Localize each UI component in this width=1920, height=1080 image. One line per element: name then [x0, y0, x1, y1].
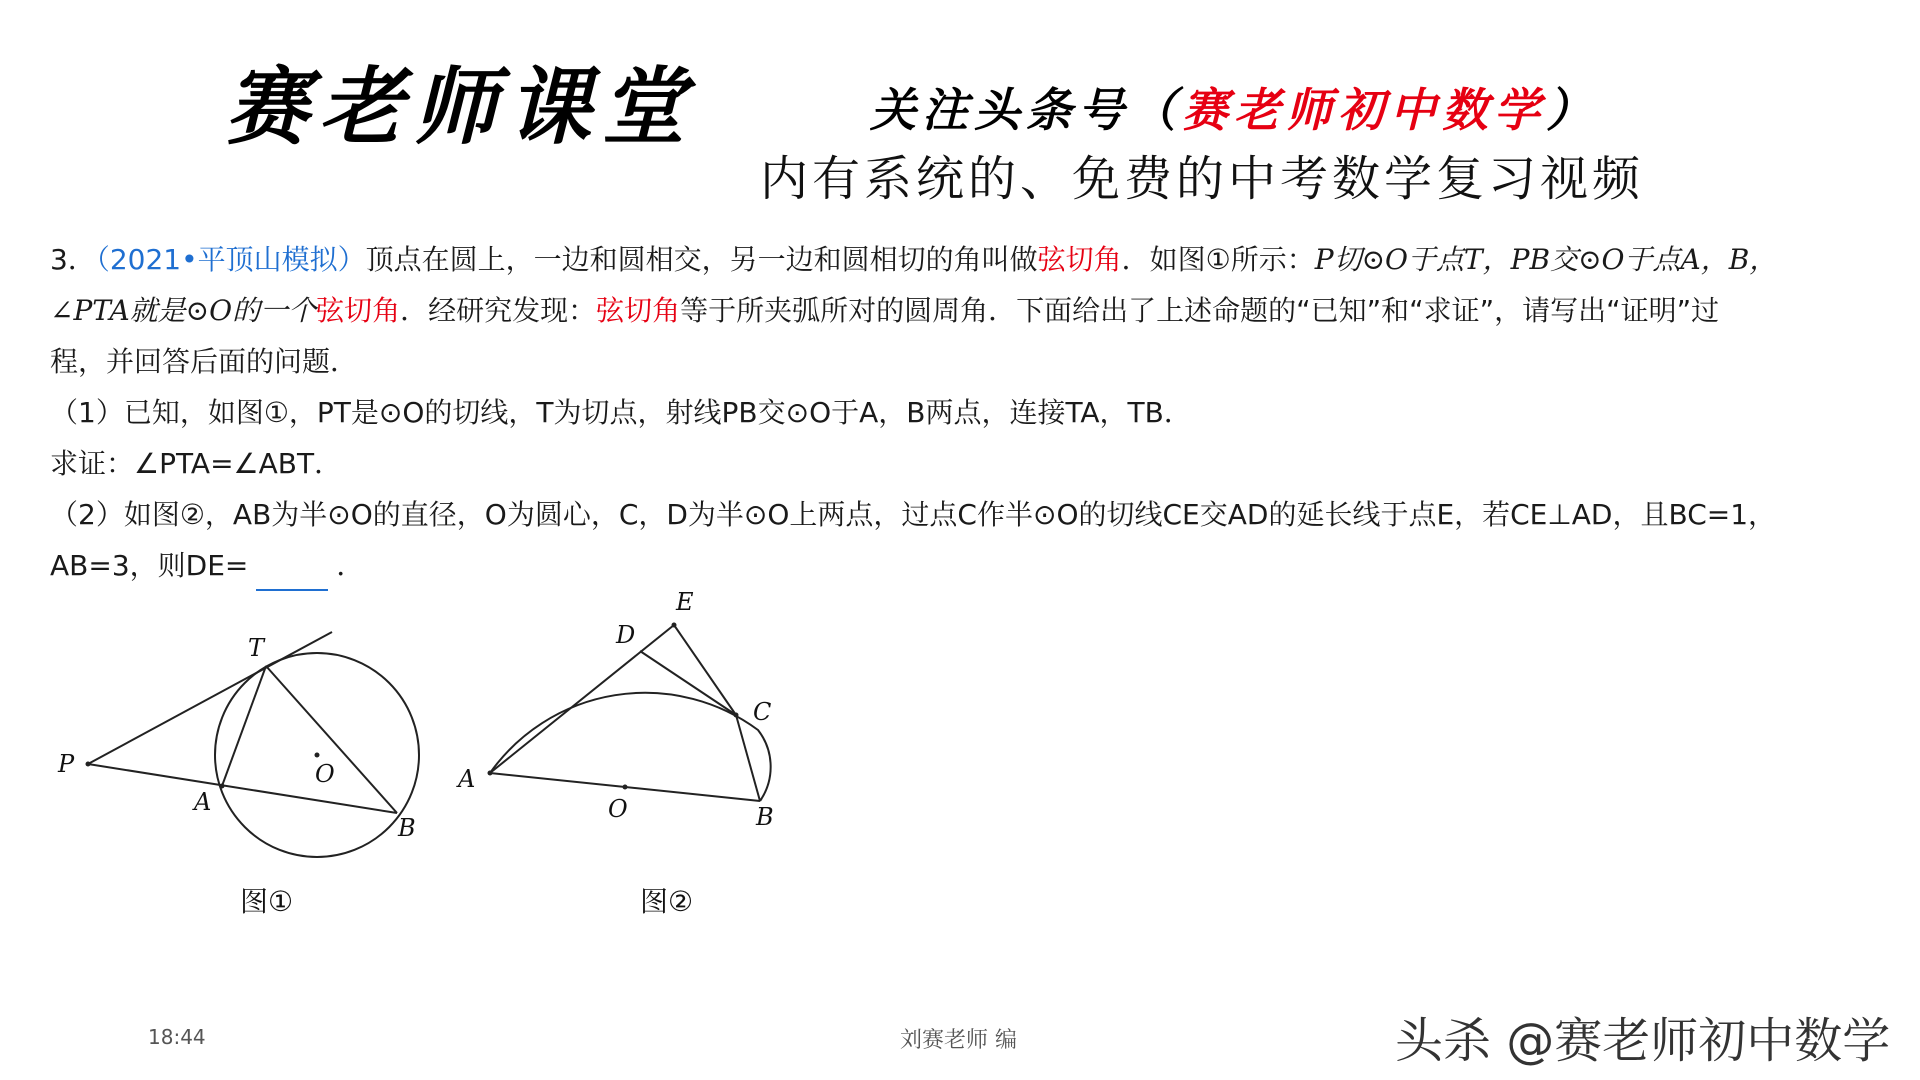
brand-title: 赛老师课堂 [225, 57, 696, 156]
follow-line [870, 74, 1598, 140]
label-a2: A [458, 765, 476, 793]
label-b: B [398, 814, 416, 842]
intro-d: ∠PTA就是⊙O的一个 [50, 294, 317, 327]
follow-prefix: 关注头条号（ [870, 83, 1182, 137]
label-o: O [315, 760, 335, 788]
line-dc [640, 651, 736, 715]
figure-1 [40, 620, 460, 860]
segment-tb [266, 666, 397, 813]
prove-line: 求证：∠PTA=∠ABT． [50, 447, 343, 480]
problem-intro-2 [50, 285, 1890, 336]
point-a-dot-2 [488, 771, 493, 776]
intro-e: ．经研究发现： [400, 294, 597, 327]
term-highlight-1: 弦切角 [1037, 243, 1122, 276]
point-e-dot [672, 623, 677, 628]
part-1: （1）已知，如图①，PT是⊙O的切线，T为切点，射线PB交⊙O于A，B两点，连接TA，TB． [50, 396, 1192, 429]
term-highlight-3: 弦切角 [596, 294, 681, 327]
intro-f: 等于所夹弧所对的圆周角．下面给出了上述命题的“已知”和“求证”，请写出“证明”过 [680, 294, 1720, 327]
watermark: 头杀 @赛老师初中数学 [1395, 1013, 1891, 1069]
part-2-end [50, 540, 1890, 591]
label-o2: O [608, 795, 628, 823]
part-2-end-a: AB=3，则DE= [50, 549, 249, 582]
follow-suffix: ） [1546, 83, 1598, 137]
center-o-dot [315, 753, 320, 758]
secant-line-pb [88, 764, 397, 813]
figure-1-caption: 图① [240, 885, 294, 918]
intro-c: P切⊙O于点T，PB交⊙O于点A，B， [1314, 243, 1778, 276]
point-c-dot [734, 713, 739, 718]
label-b2: B [756, 803, 774, 831]
part-2-end-b: ． [336, 549, 365, 582]
footer-time: 18:44 [148, 1025, 206, 1049]
point-a-dot [220, 784, 225, 789]
intro-b: ．如图①所示： [1121, 243, 1315, 276]
label-c: C [753, 698, 772, 726]
subtitle-line: 内有系统的、免费的中考数学复习视频 [760, 151, 1645, 207]
label-t: T [248, 634, 265, 662]
center-o-dot-2 [623, 785, 628, 790]
follow-account: 赛老师初中数学 [1182, 83, 1546, 137]
label-e: E [676, 588, 694, 616]
footer-editor: 刘赛老师 编 [900, 1028, 1017, 1053]
problem-number: 3． [50, 243, 96, 276]
problem-intro [50, 234, 1890, 285]
term-highlight-2: 弦切角 [316, 294, 401, 327]
problem-source: （2021•平顶山模拟） [95, 243, 366, 276]
figure-2 [450, 585, 810, 835]
problem-intro-3: 程，并回答后面的问题． [50, 345, 359, 378]
intro-a: 顶点在圆上，一边和圆相交，另一边和圆相切的角叫做 [365, 243, 1038, 276]
figure-2-caption: 图② [640, 885, 694, 918]
line-ae [490, 625, 674, 773]
label-a: A [194, 788, 212, 816]
label-p: P [58, 750, 75, 778]
problem-text [50, 234, 1890, 591]
part-2: （2）如图②，AB为半⊙O的直径，O为圆心，C，D为半⊙O上两点，过点C作半⊙O的切线CE交AD的延长线于点E，若CE⊥AD，且BC=1， [50, 498, 1777, 531]
label-d: D [616, 621, 636, 649]
point-p-dot [86, 762, 91, 767]
answer-blank [256, 559, 328, 591]
